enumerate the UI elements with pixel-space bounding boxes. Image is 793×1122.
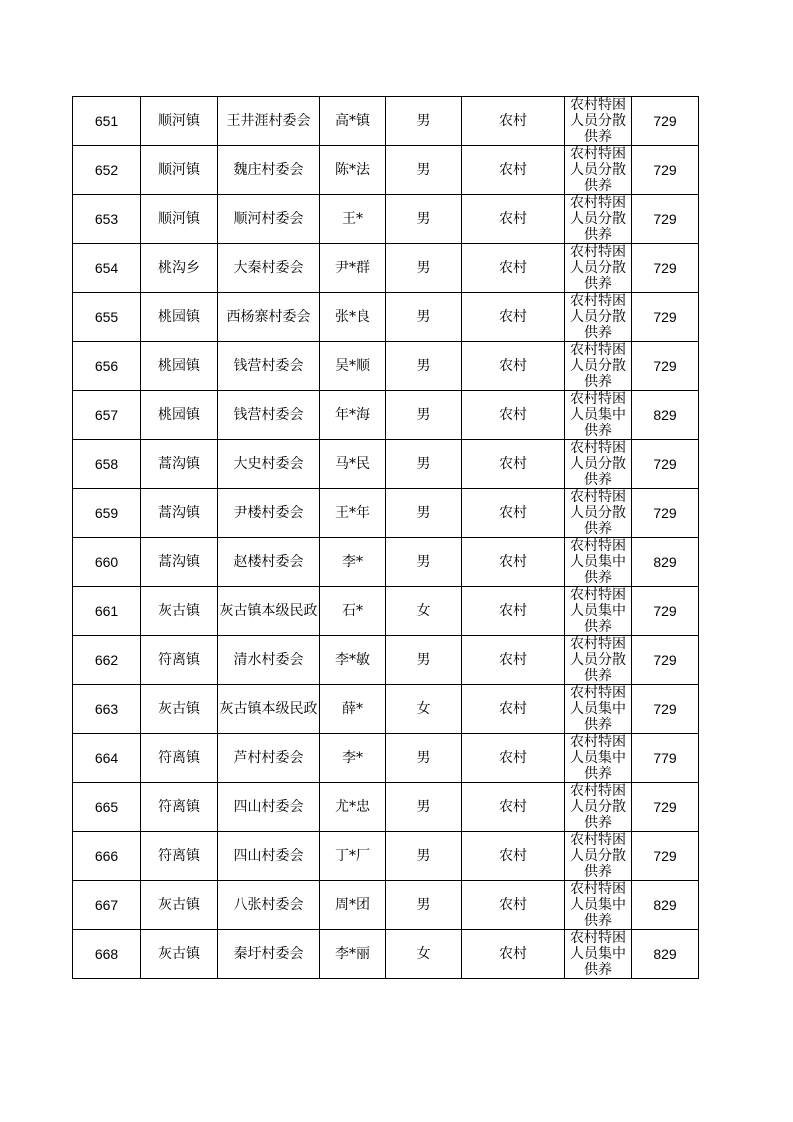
- cell-town: 灰古镇: [141, 685, 218, 734]
- table-row: [73, 489, 699, 538]
- cell-area: 农村: [462, 195, 565, 244]
- cell-type: [565, 832, 632, 881]
- table-row: [73, 440, 699, 489]
- table-row: [73, 97, 699, 146]
- beneficiary-table: [72, 96, 699, 979]
- cell-type: [565, 734, 632, 783]
- type-text: 农村特困人员分散供养: [570, 195, 626, 243]
- cell-amount: 729: [632, 342, 699, 391]
- cell-name: 高*镇: [320, 97, 386, 146]
- cell-name: 周*团: [320, 881, 386, 930]
- cell-area: 农村: [462, 440, 565, 489]
- cell-town: 符离镇: [141, 832, 218, 881]
- cell-sex: 男: [386, 832, 462, 881]
- cell-type: [565, 881, 632, 930]
- cell-village: 芦村村委会: [218, 734, 320, 783]
- cell-amount: 729: [632, 832, 699, 881]
- cell-amount: 729: [632, 685, 699, 734]
- type-text: 农村特困人员分散供养: [570, 146, 626, 194]
- type-text: 农村特困人员分散供养: [570, 636, 626, 684]
- cell-type: [565, 930, 632, 979]
- table-row: [73, 195, 699, 244]
- cell-sex: 女: [386, 587, 462, 636]
- cell-name: 年*海: [320, 391, 386, 440]
- cell-amount: 729: [632, 440, 699, 489]
- cell-type: [565, 587, 632, 636]
- cell-name: 陈*法: [320, 146, 386, 195]
- cell-town: 灰古镇: [141, 587, 218, 636]
- cell-id: 666: [73, 832, 141, 881]
- cell-name: 王*年: [320, 489, 386, 538]
- cell-village: 四山村委会: [218, 832, 320, 881]
- cell-area: 农村: [462, 783, 565, 832]
- type-text: 农村特困人员集中供养: [570, 391, 626, 439]
- cell-town: 顺河镇: [141, 195, 218, 244]
- cell-area: 农村: [462, 293, 565, 342]
- cell-type: [565, 195, 632, 244]
- cell-sex: 男: [386, 244, 462, 293]
- cell-id: 658: [73, 440, 141, 489]
- table-row: [73, 587, 699, 636]
- table-row: [73, 244, 699, 293]
- type-text: 农村特困人员分散供养: [570, 489, 626, 537]
- cell-name: 王*: [320, 195, 386, 244]
- cell-name: 李*敏: [320, 636, 386, 685]
- type-text: 农村特困人员集中供养: [570, 734, 626, 782]
- cell-amount: 829: [632, 391, 699, 440]
- type-text: 农村特困人员分散供养: [570, 244, 626, 292]
- cell-village: 大史村委会: [218, 440, 320, 489]
- type-text: 农村特困人员集中供养: [570, 881, 626, 929]
- cell-id: 662: [73, 636, 141, 685]
- cell-name: 石*: [320, 587, 386, 636]
- cell-name: 尹*群: [320, 244, 386, 293]
- cell-sex: 男: [386, 440, 462, 489]
- cell-sex: 男: [386, 293, 462, 342]
- cell-town: 蒿沟镇: [141, 440, 218, 489]
- cell-village: 顺河村委会: [218, 195, 320, 244]
- cell-id: 656: [73, 342, 141, 391]
- cell-village: 灰古镇本级民政: [218, 587, 320, 636]
- cell-sex: 男: [386, 734, 462, 783]
- cell-name: 李*: [320, 538, 386, 587]
- table-body: [73, 97, 699, 979]
- type-text: 农村特困人员分散供养: [570, 440, 626, 488]
- cell-town: 顺河镇: [141, 97, 218, 146]
- type-text: 农村特困人员分散供养: [570, 832, 626, 880]
- cell-area: 农村: [462, 832, 565, 881]
- cell-id: 660: [73, 538, 141, 587]
- table-row: [73, 293, 699, 342]
- cell-sex: 男: [386, 97, 462, 146]
- table-row: [73, 881, 699, 930]
- cell-id: 668: [73, 930, 141, 979]
- cell-area: 农村: [462, 685, 565, 734]
- cell-area: 农村: [462, 587, 565, 636]
- cell-name: 丁*厂: [320, 832, 386, 881]
- type-text: 农村特困人员分散供养: [570, 97, 626, 145]
- type-text: 农村特困人员分散供养: [570, 783, 626, 831]
- cell-type: [565, 97, 632, 146]
- cell-id: 653: [73, 195, 141, 244]
- cell-id: 659: [73, 489, 141, 538]
- cell-village: 四山村委会: [218, 783, 320, 832]
- cell-id: 652: [73, 146, 141, 195]
- cell-id: 654: [73, 244, 141, 293]
- cell-type: [565, 146, 632, 195]
- cell-town: 蒿沟镇: [141, 538, 218, 587]
- cell-amount: 729: [632, 587, 699, 636]
- cell-area: 农村: [462, 244, 565, 293]
- type-text: 农村特困人员集中供养: [570, 587, 626, 635]
- cell-name: 薛*: [320, 685, 386, 734]
- cell-village: 西杨寨村委会: [218, 293, 320, 342]
- cell-sex: 男: [386, 391, 462, 440]
- cell-type: [565, 783, 632, 832]
- cell-town: 灰古镇: [141, 881, 218, 930]
- table-row: [73, 930, 699, 979]
- table-row: [73, 685, 699, 734]
- cell-village: 魏庄村委会: [218, 146, 320, 195]
- cell-amount: 729: [632, 783, 699, 832]
- cell-village: 八张村委会: [218, 881, 320, 930]
- cell-village: 秦圩村委会: [218, 930, 320, 979]
- cell-name: 尤*忠: [320, 783, 386, 832]
- cell-amount: 729: [632, 636, 699, 685]
- cell-sex: 男: [386, 342, 462, 391]
- cell-village: 大秦村委会: [218, 244, 320, 293]
- cell-amount: 729: [632, 293, 699, 342]
- cell-village: 钱营村委会: [218, 391, 320, 440]
- table-row: [73, 783, 699, 832]
- cell-type: [565, 636, 632, 685]
- cell-town: 桃园镇: [141, 391, 218, 440]
- type-text: 农村特困人员集中供养: [570, 930, 626, 978]
- cell-village: 灰古镇本级民政: [218, 685, 320, 734]
- cell-sex: 男: [386, 636, 462, 685]
- cell-amount: 729: [632, 489, 699, 538]
- cell-name: 李*丽: [320, 930, 386, 979]
- table-row: [73, 146, 699, 195]
- cell-type: [565, 440, 632, 489]
- cell-type: [565, 685, 632, 734]
- cell-village: 赵楼村委会: [218, 538, 320, 587]
- cell-area: 农村: [462, 734, 565, 783]
- cell-amount: 829: [632, 930, 699, 979]
- table-row: [73, 538, 699, 587]
- cell-amount: 729: [632, 146, 699, 195]
- cell-town: 顺河镇: [141, 146, 218, 195]
- cell-village: 清水村委会: [218, 636, 320, 685]
- cell-id: 651: [73, 97, 141, 146]
- cell-amount: 829: [632, 881, 699, 930]
- cell-name: 张*良: [320, 293, 386, 342]
- type-text: 农村特困人员分散供养: [570, 293, 626, 341]
- cell-type: [565, 391, 632, 440]
- table-row: [73, 734, 699, 783]
- cell-id: 665: [73, 783, 141, 832]
- cell-id: 657: [73, 391, 141, 440]
- cell-area: 农村: [462, 146, 565, 195]
- cell-town: 符离镇: [141, 636, 218, 685]
- cell-town: 符离镇: [141, 783, 218, 832]
- table-row: [73, 391, 699, 440]
- cell-area: 农村: [462, 391, 565, 440]
- cell-sex: 男: [386, 881, 462, 930]
- cell-sex: 男: [386, 489, 462, 538]
- type-text: 农村特困人员分散供养: [570, 342, 626, 390]
- cell-amount: 779: [632, 734, 699, 783]
- cell-sex: 女: [386, 685, 462, 734]
- cell-id: 661: [73, 587, 141, 636]
- cell-sex: 女: [386, 930, 462, 979]
- cell-type: [565, 538, 632, 587]
- cell-sex: 男: [386, 783, 462, 832]
- cell-type: [565, 489, 632, 538]
- cell-town: 桃园镇: [141, 293, 218, 342]
- cell-name: 马*民: [320, 440, 386, 489]
- cell-type: [565, 244, 632, 293]
- cell-id: 667: [73, 881, 141, 930]
- cell-area: 农村: [462, 881, 565, 930]
- cell-area: 农村: [462, 489, 565, 538]
- table-row: [73, 342, 699, 391]
- cell-id: 655: [73, 293, 141, 342]
- cell-amount: 829: [632, 538, 699, 587]
- cell-id: 664: [73, 734, 141, 783]
- cell-id: 663: [73, 685, 141, 734]
- cell-village: 钱营村委会: [218, 342, 320, 391]
- type-text: 农村特困人员集中供养: [570, 685, 626, 733]
- cell-area: 农村: [462, 97, 565, 146]
- cell-town: 桃沟乡: [141, 244, 218, 293]
- cell-town: 符离镇: [141, 734, 218, 783]
- cell-village: 王井涯村委会: [218, 97, 320, 146]
- cell-sex: 男: [386, 538, 462, 587]
- cell-village: 尹楼村委会: [218, 489, 320, 538]
- cell-area: 农村: [462, 930, 565, 979]
- cell-amount: 729: [632, 195, 699, 244]
- table-row: [73, 636, 699, 685]
- cell-amount: 729: [632, 244, 699, 293]
- cell-type: [565, 342, 632, 391]
- cell-name: 李*: [320, 734, 386, 783]
- cell-name: 吴*顺: [320, 342, 386, 391]
- type-text: 农村特困人员集中供养: [570, 538, 626, 586]
- cell-sex: 男: [386, 146, 462, 195]
- cell-town: 桃园镇: [141, 342, 218, 391]
- table-row: [73, 832, 699, 881]
- cell-town: 灰古镇: [141, 930, 218, 979]
- cell-type: [565, 293, 632, 342]
- cell-area: 农村: [462, 636, 565, 685]
- cell-town: 蒿沟镇: [141, 489, 218, 538]
- cell-amount: 729: [632, 97, 699, 146]
- cell-area: 农村: [462, 342, 565, 391]
- cell-area: 农村: [462, 538, 565, 587]
- cell-sex: 男: [386, 195, 462, 244]
